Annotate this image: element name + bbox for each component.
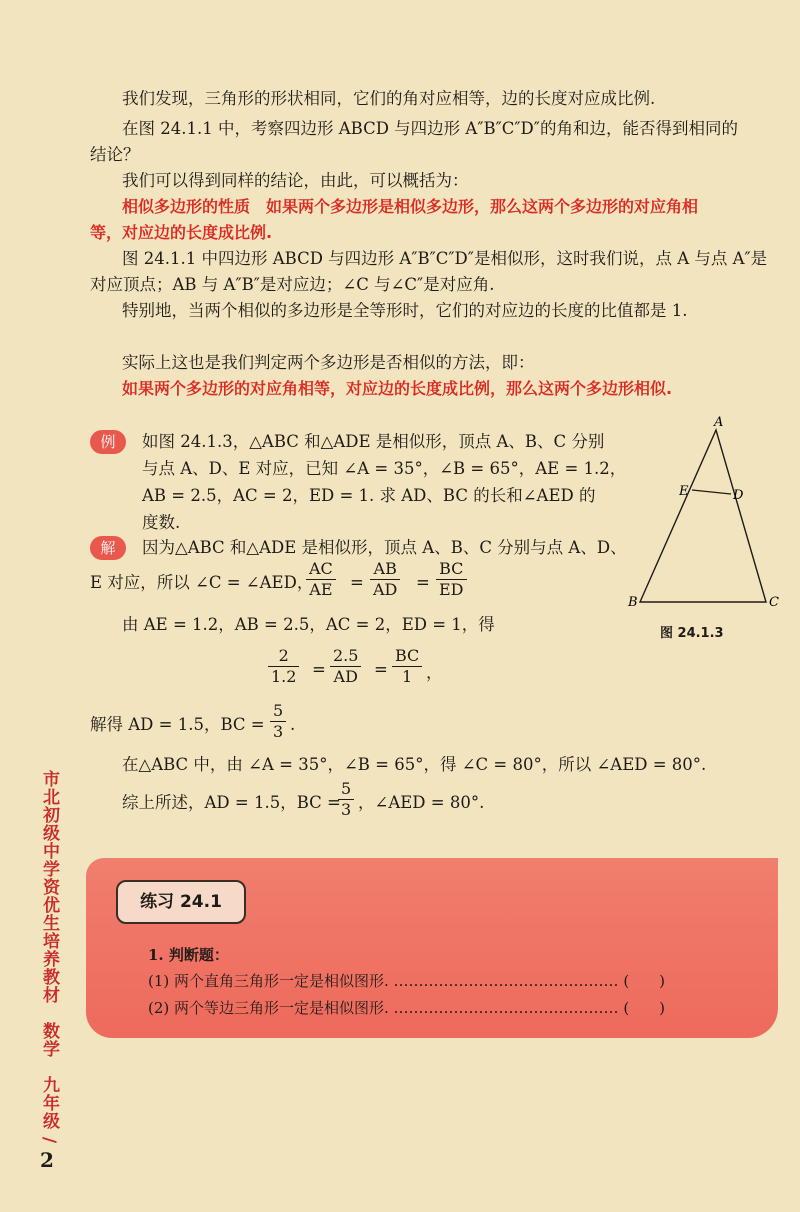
fraction-numerator: 5 <box>338 779 354 800</box>
paragraph-question-line1: 在图 24.1.1 中，考察四边形 ABCD 与四边形 A″B″C″D″的角和边，能否得到相同的 <box>122 119 738 138</box>
fraction-ac-ae <box>306 559 336 600</box>
example-badge: 例 <box>90 430 126 454</box>
fraction-numerator: AB <box>370 559 400 580</box>
paragraph-conclusion-intro: 我们可以得到同样的结论，由此，可以概括为： <box>122 171 469 190</box>
label-a: A <box>714 415 724 430</box>
fraction-numerator: AC <box>306 559 336 580</box>
fraction-bc-1 <box>392 646 422 687</box>
equals-sign: = <box>416 573 430 592</box>
fraction-5-3-final <box>338 779 354 820</box>
triangle-abc <box>640 430 766 602</box>
solution-line3: 由 AE = 1.2，AB = 2.5，AC = 2，ED = 1，得 <box>122 615 495 634</box>
fraction-denominator: AE <box>309 580 333 599</box>
solution-line2: E 对应，所以 ∠C = ∠AED， <box>90 573 314 592</box>
label-b: B <box>628 595 638 610</box>
fraction-denominator: ED <box>439 580 464 599</box>
fraction-bc-ed <box>436 559 467 600</box>
solution-line1: 因为△ABC 和△ADE 是相似形，顶点 A、B、C 分别与点 A、D、 <box>142 538 627 557</box>
fraction-numerator: 5 <box>270 701 286 722</box>
paragraph-correspondence-line2: 对应顶点；AB 与 A″B″是对应边；∠C 与∠C″是对应角. <box>90 275 495 294</box>
segment-ed <box>692 490 731 494</box>
exercise-question-1: 1. 判断题： <box>148 946 229 964</box>
equals-sign: = <box>374 660 388 679</box>
exercise-title: 练习 24.1 <box>116 880 246 924</box>
period: . <box>290 715 296 734</box>
example-line3: AB = 2.5，AC = 2，ED = 1. 求 AD、BC 的长和∠AED 的 <box>142 486 596 505</box>
paragraph-similar-triangles: 我们发现，三角形的形状相同，它们的角对应相等，边的长度对应成比例. <box>122 89 656 108</box>
book-title-vertical: 市北初级中学资优生培养教材 数学 九年级 / <box>39 770 59 1145</box>
example-line4: 度数. <box>142 513 181 532</box>
equals-sign: = <box>312 660 326 679</box>
solution-line6-end: ，∠AED = 80°. <box>358 793 485 812</box>
fraction-numerator: BC <box>392 646 422 667</box>
example-line1: 如图 24.1.3，△ABC 和△ADE 是相似形，顶点 A、B、C 分别 <box>142 432 605 451</box>
fraction-numerator: BC <box>436 559 467 580</box>
example-line2: 与点 A、D、E 对应，已知 ∠A = 35°，∠B = 65°，AE = 1.2， <box>142 459 627 478</box>
solution-badge: 解 <box>90 536 126 560</box>
solution-line6: 综上所述，AD = 1.5，BC = <box>122 793 341 812</box>
fraction-2-1.2 <box>268 646 299 687</box>
comma: ， <box>426 663 443 682</box>
label-d: D <box>733 488 744 503</box>
paragraph-congruent: 特别地，当两个相似的多边形是全等形时，它们的对应边的长度的比值都是 1. <box>122 301 688 320</box>
paragraph-question-line2: 结论？ <box>90 145 140 164</box>
fraction-denominator: AD <box>373 580 398 599</box>
criterion-statement: 如果两个多边形的对应角相等，对应边的长度成比例，那么这两个多边形相似. <box>122 379 673 398</box>
triangle-figure <box>620 412 780 612</box>
property-statement-line2: 等，对应边的长度成比例. <box>90 223 273 242</box>
page-number: 2 <box>40 1148 54 1172</box>
fraction-denominator: 3 <box>273 722 284 741</box>
fraction-denominator: 3 <box>341 800 352 819</box>
fraction-denominator: 1 <box>402 667 413 686</box>
paragraph-correspondence-line1: 图 24.1.1 中四边形 ABCD 与四边形 A″B″C″D″是相似形，这时我们说，点 A 与点 A″是 <box>122 249 768 268</box>
solution-line5: 在△ABC 中，由 ∠A = 35°，∠B = 65°，得 ∠C = 80°，所以 ∠AED = 80°. <box>122 755 707 774</box>
figure-caption: 图 24.1.3 <box>660 626 724 641</box>
label-e: E <box>679 484 689 499</box>
paragraph-method-intro: 实际上这也是我们判定两个多边形是否相似的方法，即： <box>122 353 535 372</box>
fraction-2.5-ad <box>330 646 361 687</box>
exercise-item-1: (1) 两个直角三角形一定是相似图形. ……………………………………… ( ) <box>148 972 666 990</box>
label-c: C <box>769 595 779 610</box>
exercise-item-2: (2) 两个等边三角形一定是相似图形. ……………………………………… ( ) <box>148 999 666 1017</box>
fraction-5-3 <box>270 701 286 742</box>
fraction-numerator: 2.5 <box>330 646 361 667</box>
equals-sign: = <box>350 573 364 592</box>
solution-line4: 解得 AD = 1.5，BC = <box>90 715 265 734</box>
fraction-denominator: 1.2 <box>271 667 297 686</box>
fraction-denominator: AD <box>333 667 358 686</box>
fraction-ab-ad <box>370 559 400 600</box>
fraction-numerator: 2 <box>268 646 299 667</box>
property-statement-line1: 相似多边形的性质 如果两个多边形是相似多边形，那么这两个多边形的对应角相 <box>122 197 699 216</box>
